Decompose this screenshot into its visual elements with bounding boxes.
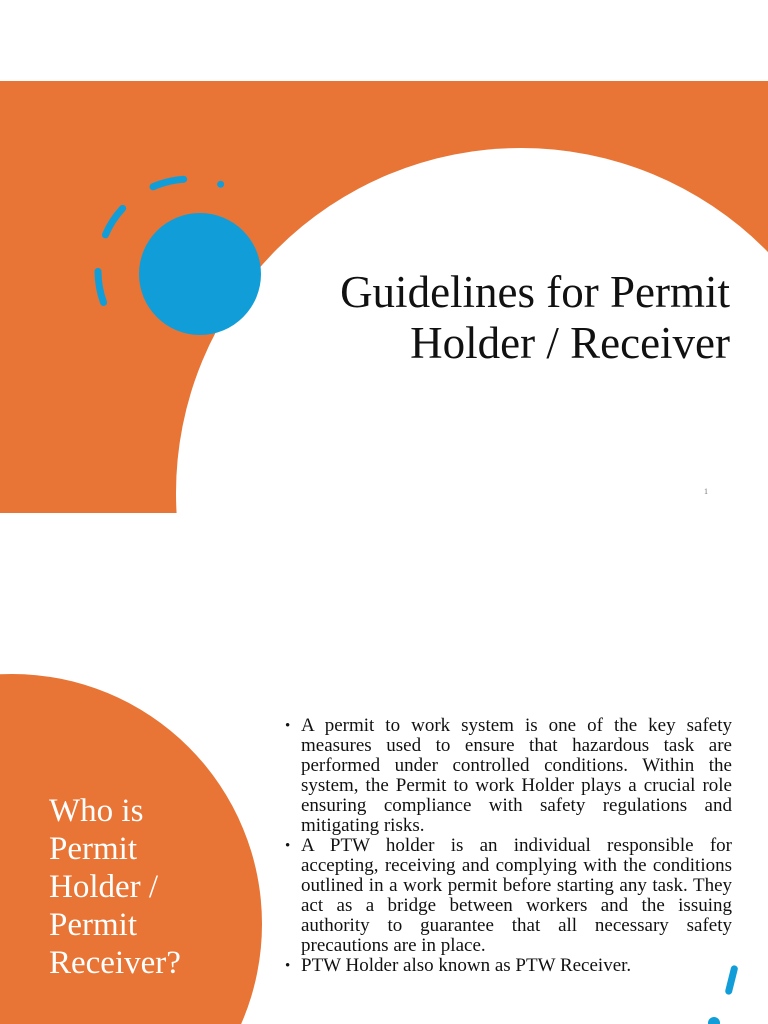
bullet-list <box>283 716 732 976</box>
title-line-2: Holder / Receiver <box>410 318 730 368</box>
slide-heading <box>49 792 259 982</box>
slide-title-text <box>210 267 730 369</box>
page-number: 1 <box>704 487 708 496</box>
title-line-1: Guidelines for Permit <box>340 267 730 317</box>
heading-line: Receiver? <box>49 945 181 981</box>
slide-who-is-permit-holder <box>0 674 768 1024</box>
heading-line: Who is <box>49 793 144 829</box>
bullet-item: • A permit to work system is one of the key safety measures used to ensure that hazardous task are performed under controlled conditions. Within the system, the Permit to work Holder plays a crucial role ensuring compliance with safety regulations and mitigating risks. <box>283 716 732 836</box>
heading-line: Permit <box>49 831 137 867</box>
bullet-item: • A PTW holder is an individual responsible for accepting, receiving and complying with the conditions outlined in a work permit before starting any task. They act as a bridge between workers and the issuing authority to guarantee that all necessary safety precautions are in place. <box>283 836 732 956</box>
blue-dot-decoration <box>708 1017 720 1024</box>
bullet-item: • PTW Holder also known as PTW Receiver. <box>283 956 732 976</box>
slide-title <box>0 81 768 513</box>
heading-line: Holder / <box>49 869 159 905</box>
heading-line: Permit <box>49 907 137 943</box>
